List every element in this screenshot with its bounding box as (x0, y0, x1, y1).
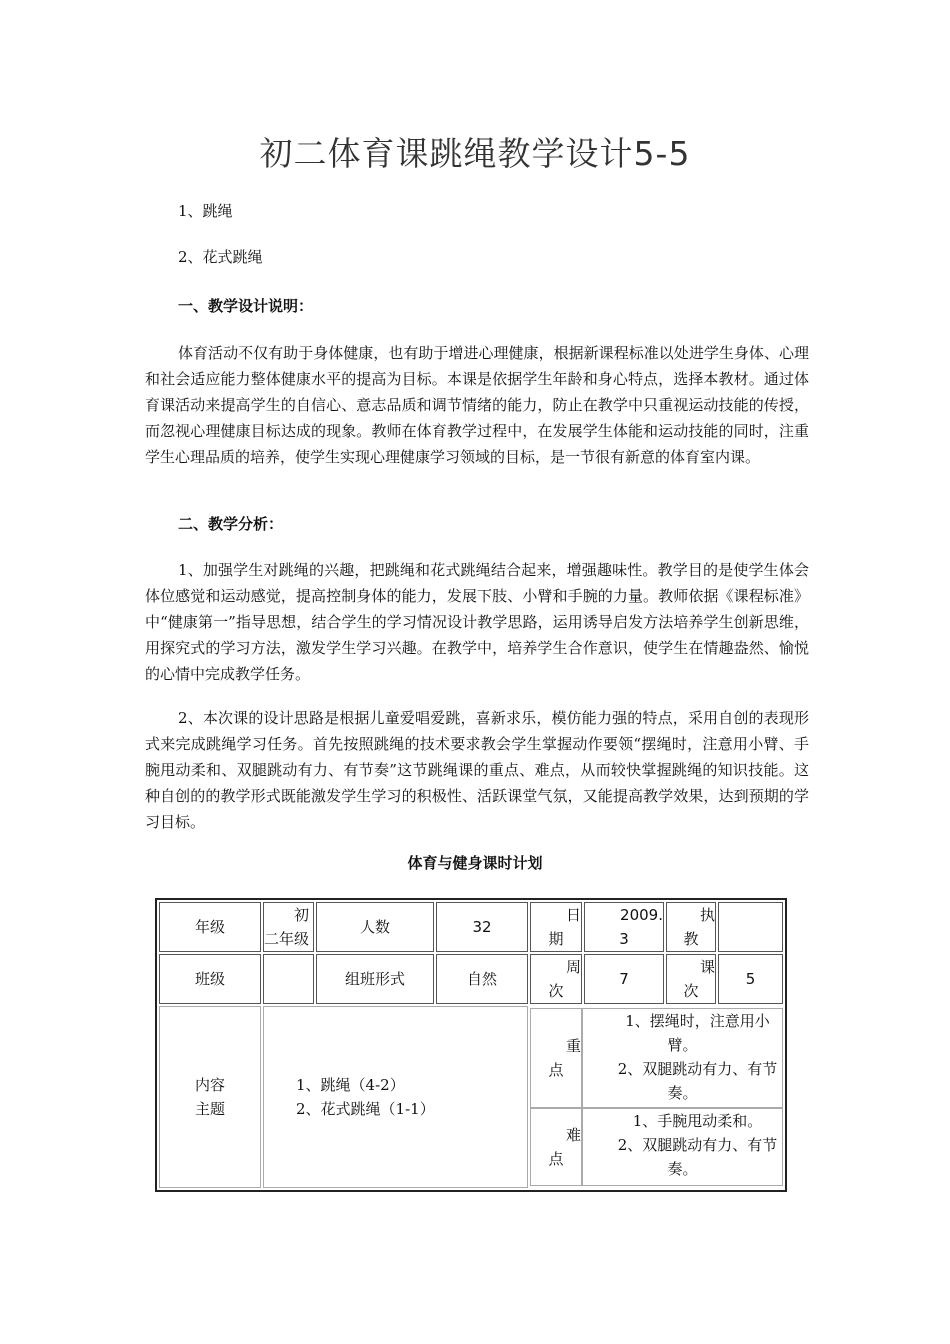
form-label: 组班形式 (316, 954, 434, 1004)
paragraph: 2、本次课的设计思路是根据儿童爱唱爱跳，喜新求乐，模仿能力强的特点，采用自创的表现形式来完成跳绳学习任务。首先按照跳绳的技术要求教会学生掌握动作要领“摆绳时，注意用小臂、手腕甩动柔和、双腿跳动有力、有节奏”这节跳绳课的重点、难点，从而较快掌握跳绳的知识技能。这种自创的的教学形式既能激发学生学习的积极性、活跃课堂气氛，又能提高教学效果，达到预期的学习目标。 (145, 709, 809, 831)
week-value: 7 (584, 954, 664, 1004)
lesson-label: 课 次 (666, 954, 716, 1004)
table-row (159, 954, 783, 1004)
class-value (263, 954, 314, 1004)
table-caption: 体育与健身课时计划 (407, 854, 543, 872)
list-item: 1、跳绳 (178, 202, 233, 220)
grade-value: 初 二年级 (263, 902, 314, 952)
count-value: 32 (436, 902, 528, 952)
table-row (159, 1006, 783, 1188)
key-difficulty-table (530, 1008, 783, 1186)
grade-label: 年级 (159, 902, 261, 952)
class-label: 班级 (159, 954, 261, 1004)
lesson-value: 5 (718, 954, 783, 1004)
table-row (159, 902, 783, 952)
teacher-label: 执 教 (666, 902, 716, 952)
lesson-plan-table (155, 898, 787, 1192)
paragraph: 体育活动不仅有助于身体健康，也有助于增进心理健康，根据新课程标准以处进学生身体、心理和社会适应能力整体健康水平的提高为目标。本课是依据学生年龄和身心特点，选择本教材。通过体育课活动来提高学生的自信心、意志品质和调节情绪的能力，防止在教学中只重视运动技能的传授，而忽视心理健康目标达成的现象。教师在体育教学过程中，在发展学生体能和运动技能的同时，注重学生心理品质的培养，使学生实现心理健康学习领域的目标，是一节很有新意的体育室内课。 (145, 344, 809, 466)
page-title: 初二体育课跳绳教学设计5-5 (259, 134, 691, 173)
difficulty-row (530, 1108, 783, 1186)
date-label: 日 期 (530, 902, 582, 952)
topic-label: 内容 主题 (159, 1006, 261, 1188)
section-heading: 一、教学设计说明： (178, 297, 314, 315)
paragraph: 1、加强学生对跳绳的兴趣，把跳绳和花式跳绳结合起来，增强趣味性。教学目的是使学生体会体位感觉和运动感觉，提高控制身体的能力，发展下肢、小臂和手腕的力量。教师依据《课程标准》中“健康第一”指导思想，结合学生的学习情况设计教学思路，运用诱导启发方法培养学生创新思维，用探究式的学习方法，激发学生学习兴趣。在教学中，培养学生合作意识，使学生在情趣盎然、愉悦的心情中完成教学任务。 (145, 561, 809, 683)
topic-content: 1、跳绳（4-2） 2、花式跳绳（1-1） (263, 1006, 528, 1188)
week-label: 周 次 (530, 954, 582, 1004)
key-points-label: 重 点 (530, 1008, 582, 1108)
teacher-value (718, 902, 783, 952)
date-value: 2009. 3 (584, 902, 664, 952)
count-label: 人数 (316, 902, 434, 952)
section-heading: 二、教学分析： (178, 515, 284, 533)
difficulty-content: 1、手腕甩动柔和。 2、双腿跳动有力、有节 奏。 (582, 1108, 783, 1186)
list-item: 2、花式跳绳 (178, 248, 263, 266)
key-points-content: 1、摆绳时，注意用小 臂。 2、双腿跳动有力、有节 奏。 (582, 1008, 783, 1108)
form-value: 自然 (436, 954, 528, 1004)
key-points-row (530, 1008, 783, 1108)
key-difficulty-block (530, 1006, 783, 1188)
difficulty-label: 难 点 (530, 1108, 582, 1186)
